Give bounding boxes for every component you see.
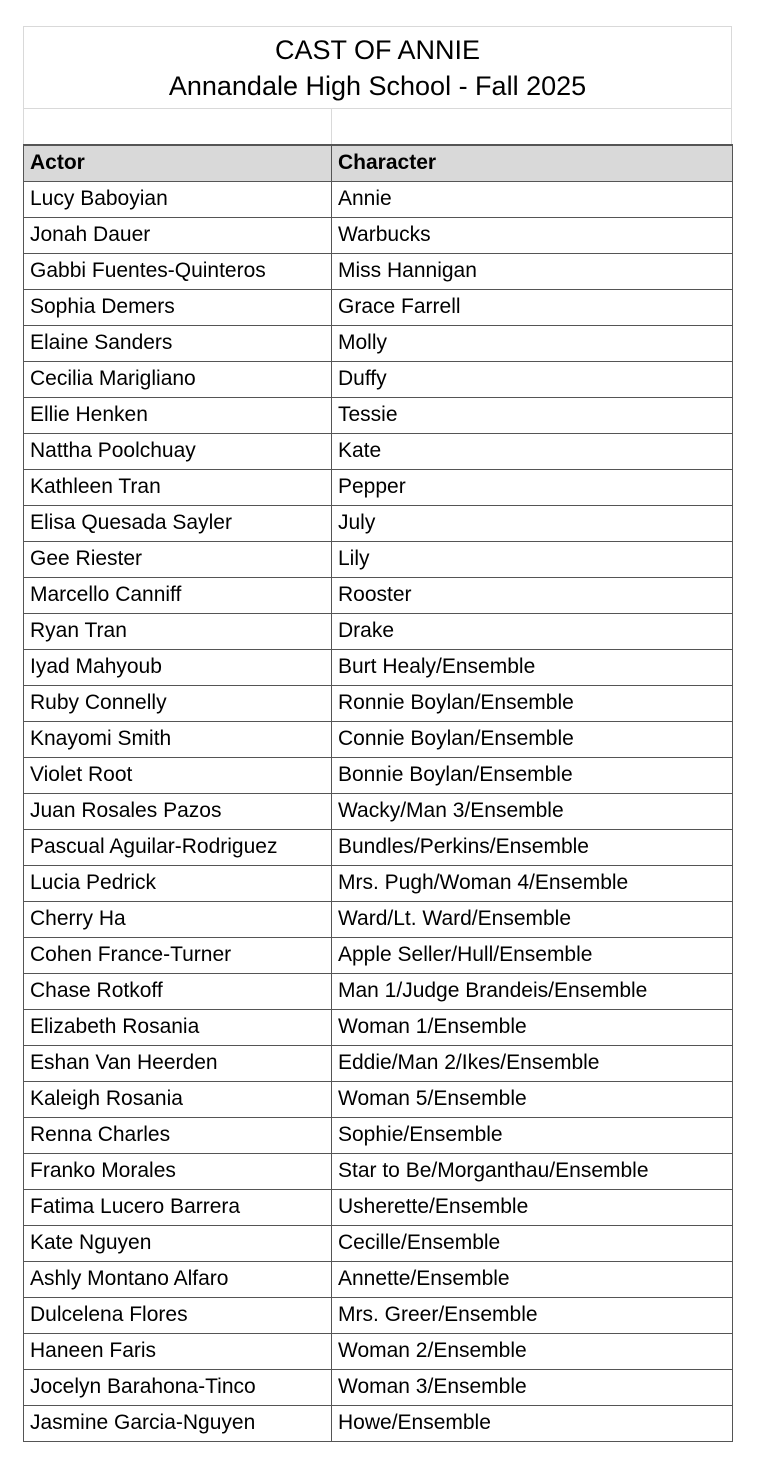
spreadsheet [23, 26, 732, 1442]
table-row [24, 289, 733, 325]
actor-cell[interactable]: Franko Morales [24, 1153, 332, 1189]
character-cell[interactable]: Ward/Lt. Ward/Ensemble [332, 901, 733, 937]
cast-table-body [24, 181, 733, 1441]
actor-cell[interactable]: Pascual Aguilar-Rodriguez [24, 829, 332, 865]
actor-cell[interactable]: Chase Rotkoff [24, 973, 332, 1009]
character-cell[interactable]: Mrs. Greer/Ensemble [332, 1297, 733, 1333]
character-cell[interactable]: Howe/Ensemble [332, 1405, 733, 1441]
table-row [24, 1081, 733, 1117]
header-row [24, 145, 733, 181]
character-cell[interactable]: Rooster [332, 577, 733, 613]
character-cell[interactable]: Sophie/Ensemble [332, 1117, 733, 1153]
table-row [24, 1045, 733, 1081]
actor-cell[interactable]: Cohen France-Turner [24, 937, 332, 973]
table-row [24, 541, 733, 577]
character-cell[interactable]: Pepper [332, 469, 733, 505]
actor-cell[interactable]: Elizabeth Rosania [24, 1009, 332, 1045]
actor-cell[interactable]: Knayomi Smith [24, 721, 332, 757]
table-row [24, 361, 733, 397]
actor-cell[interactable]: Kate Nguyen [24, 1225, 332, 1261]
actor-cell[interactable]: Juan Rosales Pazos [24, 793, 332, 829]
title-cell[interactable] [23, 26, 732, 108]
character-cell[interactable]: Woman 2/Ensemble [332, 1333, 733, 1369]
table-row [24, 865, 733, 901]
table-row [24, 793, 733, 829]
character-cell[interactable]: Usherette/Ensemble [332, 1189, 733, 1225]
table-row [24, 1225, 733, 1261]
actor-cell[interactable]: Marcello Canniff [24, 577, 332, 613]
table-row [24, 1117, 733, 1153]
table-row [24, 469, 733, 505]
actor-cell[interactable]: Violet Root [24, 757, 332, 793]
character-cell[interactable]: Star to Be/Morganthau/Ensemble [332, 1153, 733, 1189]
actor-cell[interactable]: Cecilia Marigliano [24, 361, 332, 397]
cast-table [23, 144, 733, 1442]
table-row [24, 1333, 733, 1369]
table-row [24, 1369, 733, 1405]
table-row [24, 613, 733, 649]
actor-cell[interactable]: Haneen Faris [24, 1333, 332, 1369]
character-cell[interactable]: Cecille/Ensemble [332, 1225, 733, 1261]
character-cell[interactable]: Bundles/Perkins/Ensemble [332, 829, 733, 865]
table-row [24, 757, 733, 793]
character-cell[interactable]: Woman 1/Ensemble [332, 1009, 733, 1045]
actor-cell[interactable]: Sophia Demers [24, 289, 332, 325]
character-cell[interactable]: Bonnie Boylan/Ensemble [332, 757, 733, 793]
actor-cell[interactable]: Elaine Sanders [24, 325, 332, 361]
character-cell[interactable]: Woman 3/Ensemble [332, 1369, 733, 1405]
table-row [24, 937, 733, 973]
table-row [24, 217, 733, 253]
actor-column-header[interactable]: Actor [24, 145, 332, 181]
actor-cell[interactable]: Kathleen Tran [24, 469, 332, 505]
character-cell[interactable]: Duffy [332, 361, 733, 397]
character-cell[interactable]: Eddie/Man 2/Ikes/Ensemble [332, 1045, 733, 1081]
actor-cell[interactable]: Lucia Pedrick [24, 865, 332, 901]
actor-cell[interactable]: Cherry Ha [24, 901, 332, 937]
character-column-header[interactable]: Character [332, 145, 733, 181]
character-cell[interactable]: Woman 5/Ensemble [332, 1081, 733, 1117]
actor-cell[interactable]: Ryan Tran [24, 613, 332, 649]
empty-cell[interactable] [24, 109, 332, 144]
empty-cell[interactable] [332, 109, 731, 144]
actor-cell[interactable]: Ellie Henken [24, 397, 332, 433]
title-line-2: Annandale High School - Fall 2025 [168, 71, 587, 101]
actor-cell[interactable]: Nattha Poolchuay [24, 433, 332, 469]
actor-cell[interactable]: Gabbi Fuentes-Quinteros [24, 253, 332, 289]
actor-cell[interactable]: Gee Riester [24, 541, 332, 577]
character-cell[interactable]: Kate [332, 433, 733, 469]
actor-cell[interactable]: Jonah Dauer [24, 217, 332, 253]
actor-cell[interactable]: Jasmine Garcia-Nguyen [24, 1405, 332, 1441]
table-row [24, 397, 733, 433]
character-cell[interactable]: Ronnie Boylan/Ensemble [332, 685, 733, 721]
title-line-1: CAST OF ANNIE [274, 35, 481, 65]
table-row [24, 1261, 733, 1297]
table-row [24, 1153, 733, 1189]
character-cell[interactable]: Man 1/Judge Brandeis/Ensemble [332, 973, 733, 1009]
empty-row [23, 108, 732, 144]
character-cell[interactable]: Warbucks [332, 217, 733, 253]
actor-cell[interactable]: Kaleigh Rosania [24, 1081, 332, 1117]
character-cell[interactable]: Wacky/Man 3/Ensemble [332, 793, 733, 829]
table-row [24, 1189, 733, 1225]
actor-cell[interactable]: Elisa Quesada Sayler [24, 505, 332, 541]
actor-cell[interactable]: Lucy Baboyian [24, 181, 332, 217]
table-row [24, 649, 733, 685]
table-row [24, 433, 733, 469]
table-row [24, 325, 733, 361]
character-cell[interactable]: Burt Healy/Ensemble [332, 649, 733, 685]
table-row [24, 1405, 733, 1441]
character-cell[interactable]: Miss Hannigan [332, 253, 733, 289]
table-row [24, 901, 733, 937]
actor-cell[interactable]: Ashly Montano Alfaro [24, 1261, 332, 1297]
table-row [24, 721, 733, 757]
character-cell[interactable]: Connie Boylan/Ensemble [332, 721, 733, 757]
table-row [24, 505, 733, 541]
actor-cell[interactable]: Renna Charles [24, 1117, 332, 1153]
character-cell[interactable]: Apple Seller/Hull/Ensemble [332, 937, 733, 973]
actor-cell[interactable]: Jocelyn Barahona-Tinco [24, 1369, 332, 1405]
character-cell[interactable]: Molly [332, 325, 733, 361]
character-cell[interactable]: Mrs. Pugh/Woman 4/Ensemble [332, 865, 733, 901]
table-row [24, 1009, 733, 1045]
table-row [24, 253, 733, 289]
character-cell[interactable]: July [332, 505, 733, 541]
character-cell[interactable]: Tessie [332, 397, 733, 433]
table-row [24, 577, 733, 613]
actor-cell[interactable]: Fatima Lucero Barrera [24, 1189, 332, 1225]
character-cell[interactable]: Grace Farrell [332, 289, 733, 325]
actor-cell[interactable]: Eshan Van Heerden [24, 1045, 332, 1081]
table-row [24, 973, 733, 1009]
table-row [24, 1297, 733, 1333]
actor-cell[interactable]: Iyad Mahyoub [24, 649, 332, 685]
table-row [24, 685, 733, 721]
table-row [24, 829, 733, 865]
character-cell[interactable]: Lily [332, 541, 733, 577]
character-cell[interactable]: Annette/Ensemble [332, 1261, 733, 1297]
table-row [24, 181, 733, 217]
actor-cell[interactable]: Ruby Connelly [24, 685, 332, 721]
actor-cell[interactable]: Dulcelena Flores [24, 1297, 332, 1333]
character-cell[interactable]: Drake [332, 613, 733, 649]
character-cell[interactable]: Annie [332, 181, 733, 217]
